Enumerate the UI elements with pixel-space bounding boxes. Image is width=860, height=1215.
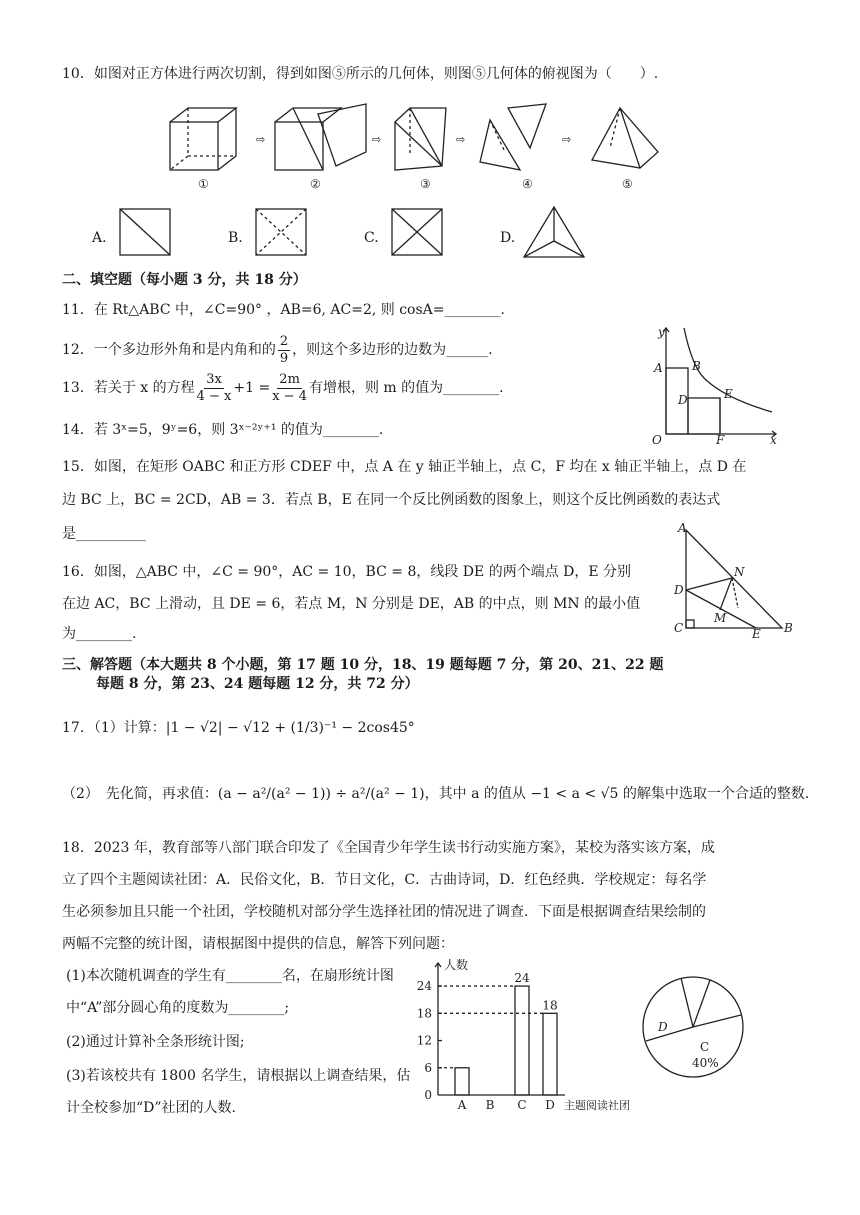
pie-value-c: 40%	[692, 1056, 719, 1070]
svg-text:D: D	[678, 393, 688, 407]
q10-option-b-figure	[254, 207, 310, 259]
pie-chart	[636, 975, 756, 1085]
svg-text:⇨: ⇨	[372, 133, 382, 146]
x-tick-label-D: D	[545, 1098, 555, 1112]
data-label-C: 24	[514, 971, 530, 986]
pie-divider	[693, 1015, 741, 1027]
q17-part2: （2） 先化简，再求值：(a − a²/(a² − 1)) ÷ a²/(a² − 1)，其中 a 的值从 −1 < a < √5 的解集中选取一个合适的整数.	[62, 786, 810, 802]
svg-text:O: O	[652, 433, 662, 447]
svg-text:A: A	[678, 521, 687, 535]
q18-sub1a: (1)本次随机调查的学生有________名，在扇形统计图	[66, 968, 394, 984]
svg-text:x: x	[770, 433, 777, 447]
svg-text:⇨: ⇨	[456, 133, 466, 146]
q15-line2: 边 BC 上，BC = 2CD，AB = 3．若点 B，E 在同一个反比例函数的图象上，则这个反比例函数的表达式	[62, 492, 721, 508]
pie-divider	[693, 980, 710, 1027]
y-tick-label: 6	[424, 1060, 432, 1075]
svg-text:y: y	[658, 325, 665, 339]
y-tick-label: 12	[416, 1033, 432, 1048]
section2-title: 二、填空题（每小题 3 分，共 18 分）	[62, 272, 307, 288]
y-axis-title: 人数	[444, 958, 469, 972]
pie-divider	[646, 1027, 693, 1041]
q10-fig-label-2: ②	[310, 177, 321, 191]
q16-figure	[672, 520, 800, 640]
svg-text:N: N	[734, 565, 745, 579]
q16-line1: 16．如图，△ABC 中，∠C = 90°，AC = 10，BC = 8，线段 DE 的两个端点 D，E 分别	[62, 564, 632, 580]
q14-text: 14．若 3ˣ=5，9ʸ=6，则 3ˣ⁻²ʸ⁺¹ 的值为________.	[62, 422, 384, 438]
q15-line3: 是__________	[62, 526, 146, 542]
svg-text:M: M	[714, 611, 727, 625]
q10-fig-label-3: ③	[420, 177, 431, 191]
svg-text:E: E	[724, 387, 733, 401]
q17-part1: 17．（1）计算：|1 − √2| − √12 + (1/3)⁻¹ − 2cos45°	[62, 720, 415, 736]
q18-line3: 生必须参加且只能一个社团，学校随机对部分学生选择社团的情况进了调查．下面是根据调查结果绘制的	[62, 904, 706, 920]
svg-text:⇨: ⇨	[256, 133, 266, 146]
svg-text:E: E	[752, 627, 761, 641]
bar-D	[543, 1013, 557, 1095]
q10-option-a-figure	[118, 207, 174, 259]
svg-text:F: F	[716, 433, 725, 447]
q10-fig-label-1: ①	[198, 177, 209, 191]
y-tick-label: 0	[424, 1088, 432, 1102]
bar-C	[515, 986, 529, 1095]
q18-sub3a: (3)若该校共有 1800 名学生，请根据以上调查结果，估	[66, 1068, 411, 1084]
svg-text:C: C	[674, 621, 684, 635]
q10-fig-label-4: ④	[522, 177, 533, 191]
q10-fig-label-5: ⑤	[622, 177, 633, 191]
svg-text:⇨: ⇨	[562, 133, 572, 146]
q10-option-b-label: B.	[228, 230, 243, 246]
q12-text: 12．一个多边形外角和是内角和的 $\frac{2}{9}$ ，则这个多边形的边数为______.	[62, 334, 493, 366]
q18-sub3b: 计全校参加“D”社团的人数.	[66, 1100, 236, 1116]
y-tick-label: 18	[416, 1006, 432, 1021]
section3-line1: 三、解答题（本大题共 8 个小题，第 17 题 10 分，18、19 题每题 7 分，第 20、21、22 题	[62, 657, 664, 673]
q11-text: 11．在 Rt△ABC 中，∠C=90° ，AB=6, AC=2, 则 cosA=________.	[62, 302, 505, 318]
x-axis-title: 主题阅读社团	[564, 1099, 630, 1112]
q13-text: 13．若关于 x 的方程 $\frac{3x}{4 - x}$ +1 = $\frac{2m}{x - 4}$ 有增根，则 m 的值为________.	[62, 372, 504, 404]
svg-text:D: D	[674, 583, 684, 597]
svg-text:A: A	[654, 361, 663, 375]
pie-label-c: C	[700, 1040, 710, 1054]
q10-option-c-figure	[390, 207, 446, 259]
q10-option-c-label: C.	[364, 230, 379, 246]
q16-line3: 为________.	[62, 626, 137, 642]
q10-option-d-figure	[522, 205, 588, 261]
q15-figure	[644, 322, 780, 447]
q10-text: 10．如图对正方体进行两次切割，得到如图⑤所示的几何体，则图⑤几何体的俯视图为（ ）.	[62, 66, 659, 82]
q15-line1: 15．如图，在矩形 OABC 和正方形 CDEF 中，点 A 在 y 轴正半轴上，点 C，F 均在 x 轴正半轴上，点 D 在	[62, 459, 747, 475]
section3-line2: 每题 8 分，第 23、24 题每题 12 分，共 72 分）	[96, 676, 419, 692]
q18-line1: 18．2023 年，教育部等八部门联合印发了《全国青少年学生读书行动实施方案》，某校为落实该方案，成	[62, 840, 715, 856]
x-tick-label-C: C	[517, 1098, 527, 1112]
q16-line2: 在边 AC，BC 上滑动，且 DE = 6，若点 M，N 分别是 DE，AB 的中点，则 MN 的最小值	[62, 596, 641, 612]
pie-divider	[681, 978, 693, 1027]
q18-line2: 立了四个主题阅读社团：A．民俗文化，B．节日文化，C．古曲诗词，D．红色经典．学校规定：每名学	[62, 872, 707, 888]
q18-sub2: (2)通过计算补全条形统计图;	[66, 1034, 245, 1050]
q10-option-d-label: D.	[500, 230, 516, 246]
y-tick-label: 24	[416, 979, 432, 994]
data-label-D: 18	[542, 998, 558, 1013]
bar-A	[455, 1068, 469, 1095]
pie-label-d: D	[658, 1020, 668, 1034]
svg-text:B: B	[692, 359, 701, 373]
q18-line4: 两幅不完整的统计图，请根据图中提供的信息，解答下列问题：	[62, 936, 454, 952]
q10-option-a-label: A.	[92, 230, 107, 246]
q18-sub1b: 中“A”部分圆心角的度数为________;	[66, 1000, 290, 1016]
svg-text:B: B	[784, 621, 793, 635]
q10-cube-figures	[160, 100, 680, 195]
x-tick-label-B: B	[485, 1098, 495, 1112]
x-tick-label-A: A	[457, 1098, 467, 1112]
